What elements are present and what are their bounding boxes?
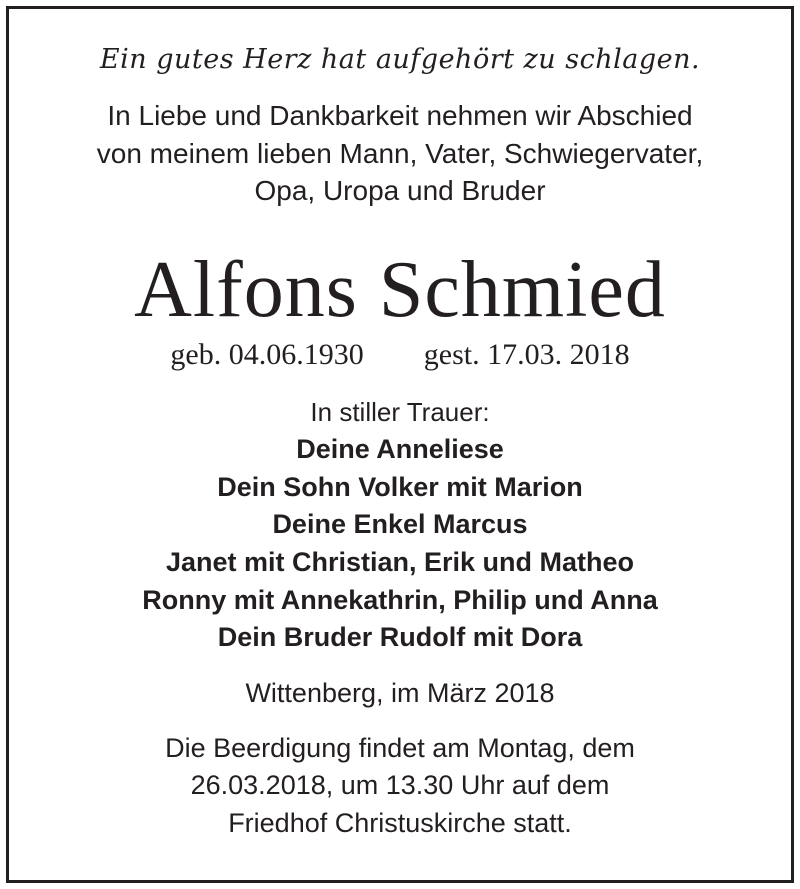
mourner-line: Deine Anneliese xyxy=(296,434,504,464)
intro-line: Opa, Uropa und Bruder xyxy=(254,175,546,206)
intro-line: von meinem lieben Mann, Vater, Schwiegervater, xyxy=(96,138,704,169)
mourner-line: Ronny mit Annekathrin, Philip und Anna xyxy=(142,585,658,615)
mourner-line: Dein Bruder Rudolf mit Dora xyxy=(217,622,583,652)
mourner-line: Dein Sohn Volker mit Marion xyxy=(217,472,583,502)
mourner-line: Deine Enkel Marcus xyxy=(272,509,528,539)
death-date: gest. 17.03. 2018 xyxy=(423,338,630,371)
funeral-line: 26.03.2018, um 13.30 Uhr auf dem xyxy=(190,770,610,800)
place-date: Wittenberg, im März 2018 xyxy=(245,678,555,708)
intro-line: In Liebe und Dankbarkeit nehmen wir Abschied xyxy=(107,100,693,131)
birth-date: geb. 04.06.1930 xyxy=(170,338,364,371)
motto: Ein gutes Herz hat aufgehört zu schlagen. xyxy=(99,44,701,75)
funeral-line: Die Beerdigung findet am Montag, dem xyxy=(165,733,635,763)
funeral-line: Friedhof Christuskirche statt. xyxy=(228,808,572,838)
life-dates xyxy=(0,338,800,372)
mourner-line: Janet mit Christian, Erik und Matheo xyxy=(165,547,635,577)
mourning-heading: In stiller Trauer: xyxy=(310,397,490,427)
deceased-name: Alfons Schmied xyxy=(134,246,666,334)
